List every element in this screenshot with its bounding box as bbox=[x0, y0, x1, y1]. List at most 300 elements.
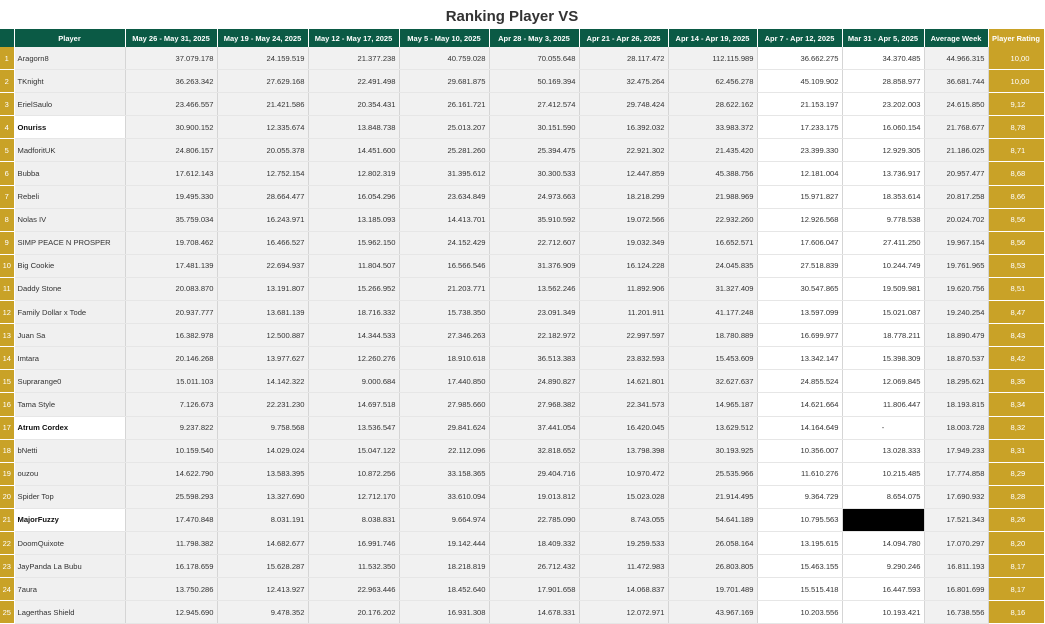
week-score-cell: 10.356.007 bbox=[757, 439, 842, 462]
week-score-cell: 16.566.546 bbox=[399, 254, 489, 277]
week-score-cell: 14.164.649 bbox=[757, 416, 842, 439]
player-rating-cell: 10,00 bbox=[988, 70, 1044, 93]
week-score-cell: 24.973.663 bbox=[489, 185, 579, 208]
week-score-cell: 23.832.593 bbox=[579, 347, 668, 370]
table-row bbox=[0, 47, 1044, 70]
average-week-cell: 21.768.677 bbox=[924, 116, 988, 139]
week-score-cell: 16.392.032 bbox=[579, 116, 668, 139]
week-score-cell: 13.536.547 bbox=[308, 416, 399, 439]
rank-cell: 19 bbox=[0, 462, 14, 485]
week-score-cell: 16.054.296 bbox=[308, 185, 399, 208]
week-score-cell: 14.621.664 bbox=[757, 393, 842, 416]
player-name-cell: Bubba bbox=[14, 162, 125, 185]
rank-cell: 8 bbox=[0, 208, 14, 231]
average-week-cell: 18.295.621 bbox=[924, 370, 988, 393]
player-name-cell: bNetti bbox=[14, 439, 125, 462]
week-score-cell: 22.694.937 bbox=[217, 254, 308, 277]
table-row bbox=[0, 185, 1044, 208]
week-score-cell: 54.641.189 bbox=[668, 508, 757, 531]
week-score-cell: 19.072.566 bbox=[579, 208, 668, 231]
week-score-cell: 19.013.812 bbox=[489, 485, 579, 508]
player-name-cell: DoomQuixote bbox=[14, 531, 125, 554]
player-rating-cell: 8,78 bbox=[988, 116, 1044, 139]
week-score-cell: 22.921.302 bbox=[579, 139, 668, 162]
week-score-cell: 23.091.349 bbox=[489, 301, 579, 324]
week-score-cell: 26.803.805 bbox=[668, 555, 757, 578]
week-score-cell: 18.910.618 bbox=[399, 347, 489, 370]
week-score-cell: 24.159.519 bbox=[217, 47, 308, 70]
week-score-cell: 16.931.308 bbox=[399, 601, 489, 624]
week-score-cell: 11.892.906 bbox=[579, 277, 668, 300]
week-score-cell: 20.354.431 bbox=[308, 93, 399, 116]
player-name-cell: ouzou bbox=[14, 462, 125, 485]
week-score-cell: 35.910.592 bbox=[489, 208, 579, 231]
player-rating-cell: 8,42 bbox=[988, 347, 1044, 370]
week-score-cell: 15.962.150 bbox=[308, 231, 399, 254]
week-score-cell: 19.509.981 bbox=[842, 277, 924, 300]
player-name-cell: Rebeli bbox=[14, 185, 125, 208]
player-name-cell: Lagerthas Shield bbox=[14, 601, 125, 624]
average-week-cell: 21.186.025 bbox=[924, 139, 988, 162]
week-score-cell: 36.263.342 bbox=[125, 70, 217, 93]
player-rating-cell: 8,56 bbox=[988, 208, 1044, 231]
week-score-cell: 15.738.350 bbox=[399, 301, 489, 324]
week-score-cell: 21.377.238 bbox=[308, 47, 399, 70]
week-score-cell: 19.142.444 bbox=[399, 531, 489, 554]
week-score-cell: 14.697.518 bbox=[308, 393, 399, 416]
week-score-cell: 16.699.977 bbox=[757, 324, 842, 347]
week-score-cell: 17.606.047 bbox=[757, 231, 842, 254]
week-score-cell: 28.622.162 bbox=[668, 93, 757, 116]
week-score-cell: 27.518.839 bbox=[757, 254, 842, 277]
week-score-cell: 9.778.538 bbox=[842, 208, 924, 231]
average-week-cell: 20.957.477 bbox=[924, 162, 988, 185]
player-name-cell: SIMP PEACE N PROSPER bbox=[14, 231, 125, 254]
table-row bbox=[0, 208, 1044, 231]
table-row bbox=[0, 347, 1044, 370]
week-score-cell: 13.195.615 bbox=[757, 531, 842, 554]
rank-cell: 20 bbox=[0, 485, 14, 508]
week-score-cell: 28.664.477 bbox=[217, 185, 308, 208]
player-name-cell: Nolas IV bbox=[14, 208, 125, 231]
player-name-cell: 7aura bbox=[14, 578, 125, 601]
table-row bbox=[0, 555, 1044, 578]
week-score-cell: 16.060.154 bbox=[842, 116, 924, 139]
player-name-cell: ErielSaulo bbox=[14, 93, 125, 116]
player-rating-cell: 8,51 bbox=[988, 277, 1044, 300]
player-rating-cell: 10,00 bbox=[988, 47, 1044, 70]
column-header: Average Week bbox=[924, 29, 988, 47]
week-score-cell: 30.900.152 bbox=[125, 116, 217, 139]
rank-cell: 12 bbox=[0, 301, 14, 324]
week-score-cell: - bbox=[842, 416, 924, 439]
week-score-cell: 12.069.845 bbox=[842, 370, 924, 393]
player-rating-cell: 9,12 bbox=[988, 93, 1044, 116]
table-row bbox=[0, 485, 1044, 508]
week-score-cell: 37.079.178 bbox=[125, 47, 217, 70]
average-week-cell: 19.240.254 bbox=[924, 301, 988, 324]
week-score-cell: 17.481.139 bbox=[125, 254, 217, 277]
average-week-cell: 19.620.756 bbox=[924, 277, 988, 300]
week-score-cell: 18.778.211 bbox=[842, 324, 924, 347]
player-rating-cell: 8,68 bbox=[988, 162, 1044, 185]
week-score-cell: 8.654.075 bbox=[842, 485, 924, 508]
player-name-cell: Big Cookie bbox=[14, 254, 125, 277]
week-score-cell: 12.072.971 bbox=[579, 601, 668, 624]
week-score-cell: 31.327.409 bbox=[668, 277, 757, 300]
week-score-cell: 11.806.447 bbox=[842, 393, 924, 416]
week-score-cell: 13.185.093 bbox=[308, 208, 399, 231]
player-rating-cell: 8,17 bbox=[988, 555, 1044, 578]
average-week-cell: 16.811.193 bbox=[924, 555, 988, 578]
week-score-cell: 70.055.648 bbox=[489, 47, 579, 70]
week-score-cell: 16.447.593 bbox=[842, 578, 924, 601]
week-score-cell: 8.743.055 bbox=[579, 508, 668, 531]
week-score-cell: 14.621.801 bbox=[579, 370, 668, 393]
week-score-cell: 14.344.533 bbox=[308, 324, 399, 347]
week-score-cell: 17.233.175 bbox=[757, 116, 842, 139]
week-score-cell: 9.000.684 bbox=[308, 370, 399, 393]
week-score-cell: 27.629.168 bbox=[217, 70, 308, 93]
week-score-cell: 22.785.090 bbox=[489, 508, 579, 531]
week-score-cell: 10.203.556 bbox=[757, 601, 842, 624]
average-week-cell: 18.890.479 bbox=[924, 324, 988, 347]
week-score-cell: 17.612.143 bbox=[125, 162, 217, 185]
week-score-cell: 10.215.485 bbox=[842, 462, 924, 485]
week-score-cell: 11.532.350 bbox=[308, 555, 399, 578]
week-score-cell: 13.750.286 bbox=[125, 578, 217, 601]
week-score-cell: 23.466.557 bbox=[125, 93, 217, 116]
average-week-cell: 16.738.556 bbox=[924, 601, 988, 624]
week-score-cell: 19.259.533 bbox=[579, 531, 668, 554]
week-score-cell: 10.244.749 bbox=[842, 254, 924, 277]
week-score-cell: 112.115.989 bbox=[668, 47, 757, 70]
week-score-cell: 23.634.849 bbox=[399, 185, 489, 208]
week-score-cell: 13.597.099 bbox=[757, 301, 842, 324]
week-score-cell: 13.798.398 bbox=[579, 439, 668, 462]
week-score-cell: 15.628.287 bbox=[217, 555, 308, 578]
player-name-cell: Tama Style bbox=[14, 393, 125, 416]
week-score-cell: 11.201.911 bbox=[579, 301, 668, 324]
week-score-cell: 14.678.331 bbox=[489, 601, 579, 624]
week-score-cell: 22.997.597 bbox=[579, 324, 668, 347]
player-name-cell: Suprarange0 bbox=[14, 370, 125, 393]
week-score-cell: 18.452.640 bbox=[399, 578, 489, 601]
week-score-cell: 21.914.495 bbox=[668, 485, 757, 508]
table-row bbox=[0, 301, 1044, 324]
week-score-cell: 24.855.524 bbox=[757, 370, 842, 393]
week-score-cell: 32.475.264 bbox=[579, 70, 668, 93]
table-row bbox=[0, 439, 1044, 462]
table-row bbox=[0, 93, 1044, 116]
week-score-cell: 25.394.475 bbox=[489, 139, 579, 162]
week-score-cell: 14.094.780 bbox=[842, 531, 924, 554]
rank-cell: 9 bbox=[0, 231, 14, 254]
week-score-cell: 14.682.677 bbox=[217, 531, 308, 554]
week-score-cell: 9.664.974 bbox=[399, 508, 489, 531]
player-column-header: Player bbox=[14, 29, 125, 47]
average-week-cell: 24.615.850 bbox=[924, 93, 988, 116]
table-row bbox=[0, 601, 1044, 624]
week-score-cell: 9.237.822 bbox=[125, 416, 217, 439]
table-row bbox=[0, 70, 1044, 93]
table-row bbox=[0, 277, 1044, 300]
week-score-cell: 9.478.352 bbox=[217, 601, 308, 624]
table-row bbox=[0, 578, 1044, 601]
week-score-cell: 27.968.382 bbox=[489, 393, 579, 416]
week-score-cell: 13.562.246 bbox=[489, 277, 579, 300]
week-score-cell: 26.058.164 bbox=[668, 531, 757, 554]
player-name-cell: Onuriss bbox=[14, 116, 125, 139]
week-score-cell: 16.124.228 bbox=[579, 254, 668, 277]
player-name-cell: Family Dollar x Tode bbox=[14, 301, 125, 324]
week-score-cell: 14.068.837 bbox=[579, 578, 668, 601]
week-score-cell: 7.126.673 bbox=[125, 393, 217, 416]
week-score-cell: 22.112.096 bbox=[399, 439, 489, 462]
week-score-cell: 13.681.139 bbox=[217, 301, 308, 324]
week-score-cell: 18.409.332 bbox=[489, 531, 579, 554]
week-score-cell: 10.193.421 bbox=[842, 601, 924, 624]
column-header: May 19 - May 24, 2025 bbox=[217, 29, 308, 47]
average-week-cell: 20.024.702 bbox=[924, 208, 988, 231]
week-score-cell: 34.370.485 bbox=[842, 47, 924, 70]
column-header: Apr 7 - Apr 12, 2025 bbox=[757, 29, 842, 47]
week-score-cell: 13.977.627 bbox=[217, 347, 308, 370]
week-score-cell: 21.153.197 bbox=[757, 93, 842, 116]
week-score-cell: 17.470.848 bbox=[125, 508, 217, 531]
week-score-cell: 14.622.790 bbox=[125, 462, 217, 485]
week-score-cell: 40.759.028 bbox=[399, 47, 489, 70]
week-score-cell: 19.032.349 bbox=[579, 231, 668, 254]
week-score-cell: 18.716.332 bbox=[308, 301, 399, 324]
column-header: May 26 - May 31, 2025 bbox=[125, 29, 217, 47]
week-score-cell: 30.193.925 bbox=[668, 439, 757, 462]
week-score-cell: 15.453.609 bbox=[668, 347, 757, 370]
week-score-cell: 12.413.927 bbox=[217, 578, 308, 601]
week-score-cell: 15.011.103 bbox=[125, 370, 217, 393]
week-score-cell: 25.013.207 bbox=[399, 116, 489, 139]
rank-cell: 17 bbox=[0, 416, 14, 439]
ranking-table bbox=[0, 29, 1045, 624]
week-score-cell: 12.929.305 bbox=[842, 139, 924, 162]
player-rating-cell: 8,26 bbox=[988, 508, 1044, 531]
week-score-cell: 9.290.246 bbox=[842, 555, 924, 578]
week-score-cell: 22.231.230 bbox=[217, 393, 308, 416]
player-rating-cell: 8,29 bbox=[988, 462, 1044, 485]
rank-cell: 6 bbox=[0, 162, 14, 185]
table-row bbox=[0, 416, 1044, 439]
week-score-cell: 14.451.600 bbox=[308, 139, 399, 162]
week-score-cell: 13.342.147 bbox=[757, 347, 842, 370]
week-score-cell: 33.983.372 bbox=[668, 116, 757, 139]
week-score-cell: 13.327.690 bbox=[217, 485, 308, 508]
week-score-cell: 41.177.248 bbox=[668, 301, 757, 324]
redacted-cell bbox=[842, 508, 924, 531]
player-rating-cell: 8,28 bbox=[988, 485, 1044, 508]
week-score-cell: 19.701.489 bbox=[668, 578, 757, 601]
week-score-cell: 15.021.087 bbox=[842, 301, 924, 324]
rank-cell: 5 bbox=[0, 139, 14, 162]
week-score-cell: 31.376.909 bbox=[489, 254, 579, 277]
rank-cell: 24 bbox=[0, 578, 14, 601]
week-score-cell: 33.610.094 bbox=[399, 485, 489, 508]
week-score-cell: 12.260.276 bbox=[308, 347, 399, 370]
week-score-cell: 15.515.418 bbox=[757, 578, 842, 601]
player-name-cell: JayPanda La Bubu bbox=[14, 555, 125, 578]
average-week-cell: 17.521.343 bbox=[924, 508, 988, 531]
week-score-cell: 24.806.157 bbox=[125, 139, 217, 162]
week-score-cell: 13.191.807 bbox=[217, 277, 308, 300]
week-score-cell: 50.169.394 bbox=[489, 70, 579, 93]
week-score-cell: 22.963.446 bbox=[308, 578, 399, 601]
week-score-cell: 21.421.586 bbox=[217, 93, 308, 116]
table-row bbox=[0, 462, 1044, 485]
week-score-cell: 18.353.614 bbox=[842, 185, 924, 208]
table-row bbox=[0, 370, 1044, 393]
week-score-cell: 11.472.983 bbox=[579, 555, 668, 578]
week-score-cell: 22.341.573 bbox=[579, 393, 668, 416]
table-row bbox=[0, 508, 1044, 531]
week-score-cell: 11.804.507 bbox=[308, 254, 399, 277]
player-name-cell: Spider Top bbox=[14, 485, 125, 508]
table-body bbox=[0, 47, 1044, 624]
week-score-cell: 16.652.571 bbox=[668, 231, 757, 254]
week-score-cell: 16.991.746 bbox=[308, 531, 399, 554]
average-week-cell: 18.870.537 bbox=[924, 347, 988, 370]
week-score-cell: 32.627.637 bbox=[668, 370, 757, 393]
week-score-cell: 22.182.972 bbox=[489, 324, 579, 347]
player-rating-cell: 8,34 bbox=[988, 393, 1044, 416]
week-score-cell: 13.629.512 bbox=[668, 416, 757, 439]
week-score-cell: 22.932.260 bbox=[668, 208, 757, 231]
average-week-cell: 20.817.258 bbox=[924, 185, 988, 208]
week-score-cell: 20.083.870 bbox=[125, 277, 217, 300]
week-score-cell: 16.466.527 bbox=[217, 231, 308, 254]
week-score-cell: 17.901.658 bbox=[489, 578, 579, 601]
player-name-cell: Juan Sa bbox=[14, 324, 125, 347]
rank-cell: 14 bbox=[0, 347, 14, 370]
week-score-cell: 45.388.756 bbox=[668, 162, 757, 185]
table-row bbox=[0, 116, 1044, 139]
week-score-cell: 9.758.568 bbox=[217, 416, 308, 439]
week-score-cell: 29.748.424 bbox=[579, 93, 668, 116]
rank-cell: 2 bbox=[0, 70, 14, 93]
player-rating-cell: 8,17 bbox=[988, 578, 1044, 601]
average-week-cell: 17.949.233 bbox=[924, 439, 988, 462]
week-score-cell: 12.500.887 bbox=[217, 324, 308, 347]
week-score-cell: 28.117.472 bbox=[579, 47, 668, 70]
week-score-cell: 10.970.472 bbox=[579, 462, 668, 485]
week-score-cell: 8.038.831 bbox=[308, 508, 399, 531]
player-name-cell: TKnight bbox=[14, 70, 125, 93]
week-score-cell: 11.798.382 bbox=[125, 531, 217, 554]
page-title: Ranking Player VS bbox=[445, 8, 579, 25]
week-score-cell: 32.818.652 bbox=[489, 439, 579, 462]
table-row bbox=[0, 139, 1044, 162]
player-rating-cell: 8,53 bbox=[988, 254, 1044, 277]
average-week-cell: 17.774.858 bbox=[924, 462, 988, 485]
rank-cell: 10 bbox=[0, 254, 14, 277]
table-row bbox=[0, 324, 1044, 347]
column-header: May 12 - May 17, 2025 bbox=[308, 29, 399, 47]
week-score-cell: 16.178.659 bbox=[125, 555, 217, 578]
rating-column-header: Player Rating bbox=[988, 29, 1044, 47]
week-score-cell: 29.404.716 bbox=[489, 462, 579, 485]
player-name-cell: MajorFuzzy bbox=[14, 508, 125, 531]
rank-cell: 1 bbox=[0, 47, 14, 70]
week-score-cell: 16.243.971 bbox=[217, 208, 308, 231]
column-header: Apr 14 - Apr 19, 2025 bbox=[668, 29, 757, 47]
week-score-cell: 22.712.607 bbox=[489, 231, 579, 254]
week-score-cell: 15.971.827 bbox=[757, 185, 842, 208]
week-score-cell: 12.945.690 bbox=[125, 601, 217, 624]
rank-cell: 22 bbox=[0, 531, 14, 554]
rank-cell: 25 bbox=[0, 601, 14, 624]
week-score-cell: 30.300.533 bbox=[489, 162, 579, 185]
week-score-cell: 15.266.952 bbox=[308, 277, 399, 300]
week-score-cell: 12.712.170 bbox=[308, 485, 399, 508]
average-week-cell: 18.003.728 bbox=[924, 416, 988, 439]
week-score-cell: 30.151.590 bbox=[489, 116, 579, 139]
week-score-cell: 33.158.365 bbox=[399, 462, 489, 485]
player-rating-cell: 8,43 bbox=[988, 324, 1044, 347]
average-week-cell: 17.070.297 bbox=[924, 531, 988, 554]
average-week-cell: 18.193.815 bbox=[924, 393, 988, 416]
week-score-cell: 8.031.191 bbox=[217, 508, 308, 531]
rank-cell: 3 bbox=[0, 93, 14, 116]
week-score-cell: 23.399.330 bbox=[757, 139, 842, 162]
average-week-cell: 44.966.315 bbox=[924, 47, 988, 70]
week-score-cell: 31.395.612 bbox=[399, 162, 489, 185]
week-score-cell: 25.281.260 bbox=[399, 139, 489, 162]
rank-cell: 11 bbox=[0, 277, 14, 300]
week-score-cell: 11.610.276 bbox=[757, 462, 842, 485]
week-score-cell: 18.218.299 bbox=[579, 185, 668, 208]
week-score-cell: 27.411.250 bbox=[842, 231, 924, 254]
week-score-cell: 14.413.701 bbox=[399, 208, 489, 231]
week-score-cell: 10.159.540 bbox=[125, 439, 217, 462]
player-rating-cell: 8,32 bbox=[988, 416, 1044, 439]
table-row bbox=[0, 162, 1044, 185]
week-score-cell: 30.547.865 bbox=[757, 277, 842, 300]
table-row bbox=[0, 531, 1044, 554]
week-score-cell: 18.218.819 bbox=[399, 555, 489, 578]
player-rating-cell: 8,31 bbox=[988, 439, 1044, 462]
week-score-cell: 24.890.827 bbox=[489, 370, 579, 393]
week-score-cell: 24.045.835 bbox=[668, 254, 757, 277]
week-score-cell: 27.412.574 bbox=[489, 93, 579, 116]
player-name-cell: Atrum Cordex bbox=[14, 416, 125, 439]
week-score-cell: 15.047.122 bbox=[308, 439, 399, 462]
week-score-cell: 19.495.330 bbox=[125, 185, 217, 208]
week-score-cell: 16.420.045 bbox=[579, 416, 668, 439]
week-score-cell: 35.759.034 bbox=[125, 208, 217, 231]
column-header: Apr 21 - Apr 26, 2025 bbox=[579, 29, 668, 47]
column-header: Apr 28 - May 3, 2025 bbox=[489, 29, 579, 47]
week-score-cell: 21.203.771 bbox=[399, 277, 489, 300]
rank-cell: 21 bbox=[0, 508, 14, 531]
week-score-cell: 27.346.263 bbox=[399, 324, 489, 347]
rank-cell: 4 bbox=[0, 116, 14, 139]
week-score-cell: 28.858.977 bbox=[842, 70, 924, 93]
week-score-cell: 27.985.660 bbox=[399, 393, 489, 416]
player-rating-cell: 8,71 bbox=[988, 139, 1044, 162]
week-score-cell: 29.841.624 bbox=[399, 416, 489, 439]
week-score-cell: 20.055.378 bbox=[217, 139, 308, 162]
player-name-cell: Daddy Stone bbox=[14, 277, 125, 300]
week-score-cell: 12.181.004 bbox=[757, 162, 842, 185]
week-score-cell: 12.447.859 bbox=[579, 162, 668, 185]
